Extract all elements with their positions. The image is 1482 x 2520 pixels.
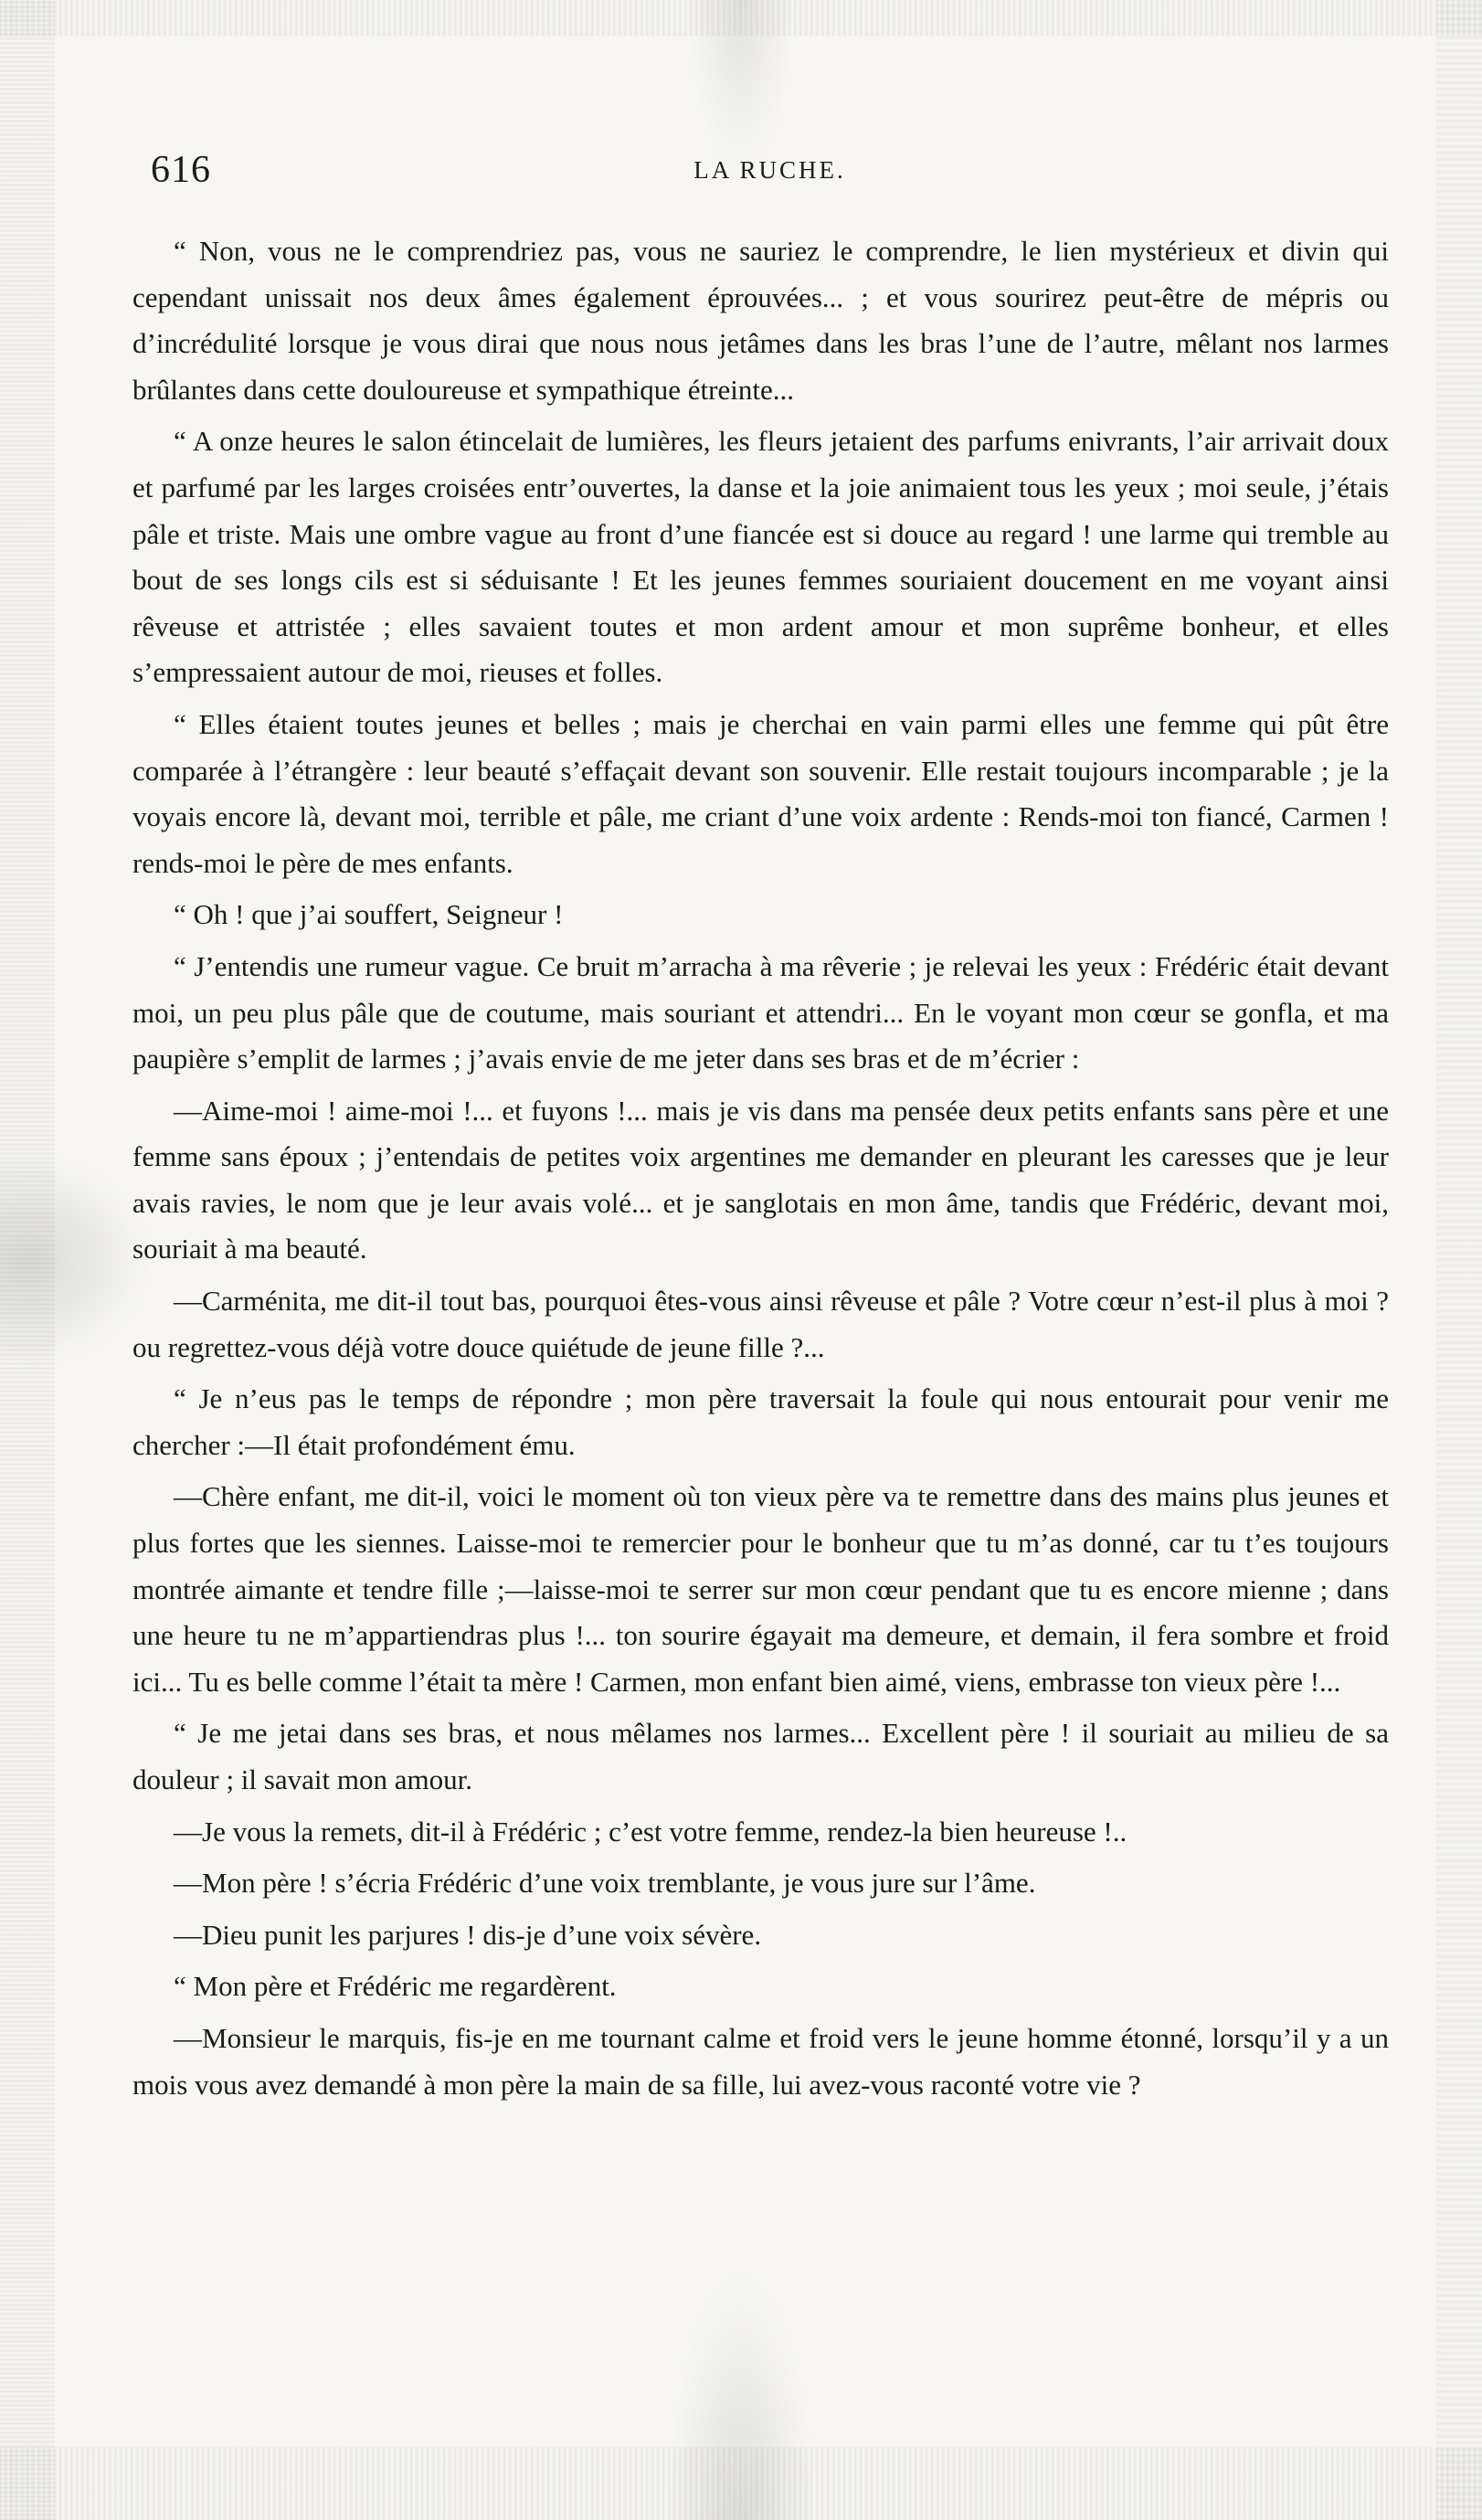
paragraph: —Je vous la remets, dit-il à Frédéric ; c’est votre femme, rendez-la bien heureuse !.. <box>174 1815 1127 1848</box>
paragraph: —Aime-moi ! aime-moi !... et fuyons !... mais je vis dans ma pensée deux petits enfants sans père et une femme sans époux ; j’entendais de petites voix argentines me demander en pleurant les caresses que je leur avais ravies, le nom que je leur avais volé... et je sanglotais en mon âme, tandis que Frédéric, devant moi, souriait à ma beauté. <box>132 1094 1389 1265</box>
paragraph: “ Oh ! que j’ai souffert, Seigneur ! <box>174 898 564 931</box>
scan-edge-left <box>0 0 55 2520</box>
paragraph: —Dieu punit les parjures ! dis-je d’une voix sévère. <box>174 1918 762 1951</box>
page-header <box>151 144 1389 196</box>
paragraph: —Carménita, me dit-il tout bas, pourquoi êtes-vous ainsi rêveuse et pâle ? Votre cœur n’est-il plus à moi ? ou regrettez-vous déjà votre douce quiétude de jeune fille ?... <box>132 1285 1389 1363</box>
paragraph: “ Non, vous ne le comprendriez pas, vous ne sauriez le comprendre, le lien mystérieux et divin qui cependant unissait nos deux âmes également éprouvées... ; et vous sourirez peut-être de mépris ou d’incrédulité lorsque je vous dirai que nous nous jetâmes dans les bras l’une de l’autre, mêlant nos larmes brûlantes dans cette douloureuse et sympathique étreinte... <box>132 235 1389 406</box>
paragraph: —Monsieur le marquis, fis-je en me tournant calme et froid vers le jeune homme étonné, lorsqu’il y a un mois vous avez demandé à mon père la main de sa fille, lui avez-vous raconté votre vie ? <box>132 2021 1389 2101</box>
body-text <box>132 228 1389 2113</box>
paragraph: “ Je me jetai dans ses bras, et nous mêlames nos larmes... Excellent père ! il souriait au milieu de sa douleur ; il savait mon amour. <box>132 1717 1389 1795</box>
scan-edge-right <box>1436 0 1482 2520</box>
paragraph: “ Elles étaient toutes jeunes et belles ; mais je cherchai en vain parmi elles une femme qui pût être comparée à l’étrangère : leur beauté s’effaçait devant son souvenir. Elle restait toujours incomparable ; je la voyais encore là, devant moi, terrible et pâle, me criant d’une voix ardente : Rends-moi ton fiancé, Carmen ! rends-moi le père de mes enfants. <box>132 707 1389 879</box>
running-title: LA RUCHE. <box>693 156 846 184</box>
paragraph: —Mon père ! s’écria Frédéric d’une voix tremblante, je vous jure sur l’âme. <box>174 1867 1036 1900</box>
page-number: 616 <box>151 149 211 191</box>
paragraph: “ Je n’eus pas le temps de répondre ; mon père traversait la foule qui nous entourait pour venir me chercher :—Il était profondément ému. <box>132 1382 1389 1461</box>
paragraph: “ Mon père et Frédéric me regardèrent. <box>174 1970 617 2003</box>
paragraph: “ A onze heures le salon étincelait de lumières, les fleurs jetaient des parfums enivrants, l’air arrivait doux et parfumé par les larges croisées entr’ouvertes, la danse et la joie animaient tous les yeux ; moi seule, j’étais pâle et triste. Mais une ombre vague au front d’une fiancée est si douce au regard ! une larme qui tremble au bout de ses longs cils est si séduisante ! Et les jeunes femmes souriaient doucement en me voyant ainsi rêveuse et attristée ; elles savaient toutes et mon ardent amour et mon suprême bonheur, et elles s’empressaient autour de moi, rieuses et folles. <box>132 425 1389 689</box>
paragraph: “ J’entendis une rumeur vague. Ce bruit m’arracha à ma rêverie ; je relevai les yeux : Frédéric était devant moi, un peu plus pâle que de coutume, mais souriant et attendri... En le voyant mon cœur se gonfla, et ma paupière s’emplit de larmes ; j’avais envie de me jeter dans ses bras et de m’écrier : <box>132 949 1389 1075</box>
scan-edge-bottom <box>0 2447 1482 2520</box>
paragraph: —Chère enfant, me dit-il, voici le moment où ton vieux père va te remettre dans des mains plus jeunes et plus fortes que les siennes. Laisse-moi te remercier pour le bonheur que tu m’as donné, car tu t’es toujours montrée aimante et tendre fille ;—laisse-moi te serrer sur mon cœur pendant que tu es encore mienne ; dans une heure tu ne m’appartiendras plus !... ton sourire égayait ma demeure, et demain, il fera sombre et froid ici... Tu es belle comme l’était ta mère ! Carmen, mon enfant bien aimé, viens, embrasse ton vieux père !... <box>132 1480 1389 1698</box>
scan-edge-top <box>0 0 1482 37</box>
